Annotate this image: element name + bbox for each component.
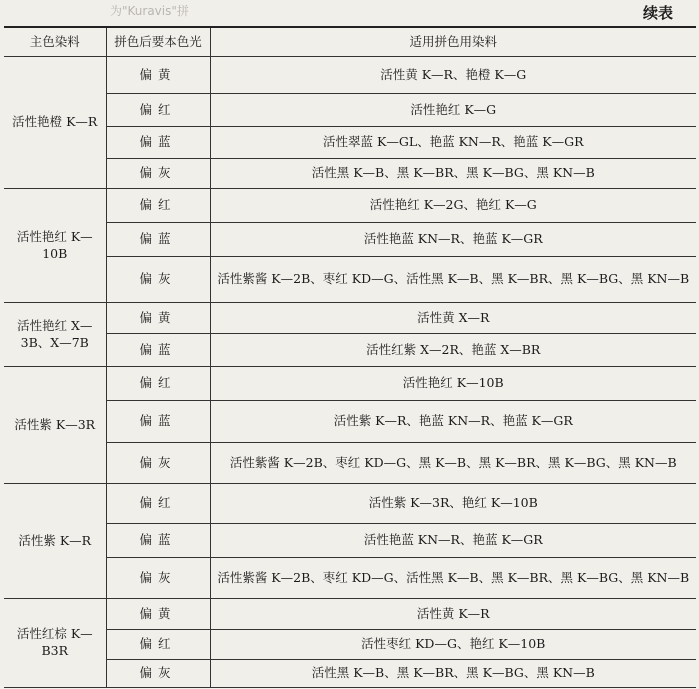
shade-cell: 偏红 <box>106 367 210 401</box>
table-row <box>4 94 696 127</box>
dyes-cell: 活性紫酱 K—2B、枣红 KD—G、黑 K—B、黑 K—BR、黑 K—BG、黑 KN—B <box>210 443 696 484</box>
shade-cell: 偏灰 <box>106 443 210 484</box>
shade-cell: 偏蓝 <box>106 401 210 443</box>
shade-cell: 偏蓝 <box>106 223 210 257</box>
table-row <box>4 257 696 303</box>
table-row <box>4 484 696 524</box>
table-header-row <box>4 27 696 57</box>
dyes-cell: 活性黄 X—R <box>210 303 696 334</box>
dyes-cell: 活性紫酱 K—2B、枣红 KD—G、活性黑 K—B、黑 K—BR、黑 K—BG、黑 KN—B <box>210 558 696 599</box>
dyes-cell: 活性紫 K—3R、艳红 K—10B <box>210 484 696 524</box>
table-row <box>4 524 696 558</box>
dyes-cell: 活性紫 K—R、艳蓝 KN—R、艳蓝 K—GR <box>210 401 696 443</box>
dye-combination-table <box>4 26 696 688</box>
dyes-cell: 活性红紫 X—2R、艳蓝 X—BR <box>210 334 696 367</box>
table-row <box>4 127 696 159</box>
dyes-cell: 活性艳红 K—10B <box>210 367 696 401</box>
table-row <box>4 367 696 401</box>
table-row <box>4 401 696 443</box>
shade-cell: 偏灰 <box>106 558 210 599</box>
table-row <box>4 189 696 223</box>
shade-cell: 偏红 <box>106 484 210 524</box>
dyes-cell: 活性黄 K—R、艳橙 K—G <box>210 57 696 94</box>
header-matching-dyes: 适用拼色用染料 <box>210 27 696 57</box>
table-row <box>4 599 696 630</box>
dyes-cell: 活性枣红 KD—G、艳红 K—10B <box>210 630 696 660</box>
bleed-through-text: 为"Kuravis"拼 <box>110 4 189 18</box>
shade-cell: 偏黄 <box>106 599 210 630</box>
main-dye-cell: 活性艳红 K—10B <box>4 189 106 303</box>
main-dye-cell: 活性紫 K—R <box>4 484 106 599</box>
shade-cell: 偏红 <box>106 94 210 127</box>
dyes-cell: 活性黄 K—R <box>210 599 696 630</box>
shade-cell: 偏黄 <box>106 303 210 334</box>
shade-cell: 偏灰 <box>106 257 210 303</box>
table-row <box>4 57 696 94</box>
shade-cell: 偏红 <box>106 189 210 223</box>
table-row <box>4 660 696 688</box>
main-dye-cell: 活性红棕 K—B3R <box>4 599 106 688</box>
main-dye-cell: 活性紫 K—3R <box>4 367 106 484</box>
shade-cell: 偏红 <box>106 630 210 660</box>
dyes-cell: 活性艳红 K—G <box>210 94 696 127</box>
table-row <box>4 334 696 367</box>
table-row <box>4 159 696 189</box>
continued-label: 续表 <box>642 4 673 22</box>
dyes-cell: 活性黑 K—B、黑 K—BR、黑 K—BG、黑 KN—B <box>210 159 696 189</box>
header-shade: 拼色后要本色光 <box>106 27 210 57</box>
main-dye-cell: 活性艳红 X—3B、X—7B <box>4 303 106 367</box>
shade-cell: 偏蓝 <box>106 334 210 367</box>
table-row <box>4 223 696 257</box>
shade-cell: 偏蓝 <box>106 524 210 558</box>
dyes-cell: 活性艳蓝 KN—R、艳蓝 K—GR <box>210 524 696 558</box>
shade-cell: 偏灰 <box>106 159 210 189</box>
table-row <box>4 443 696 484</box>
shade-cell: 偏灰 <box>106 660 210 688</box>
shade-cell: 偏蓝 <box>106 127 210 159</box>
table-row <box>4 303 696 334</box>
dyes-cell: 活性艳红 K—2G、艳红 K—G <box>210 189 696 223</box>
page-header <box>0 0 699 26</box>
dyes-cell: 活性黑 K—B、黑 K—BR、黑 K—BG、黑 KN—B <box>210 660 696 688</box>
shade-cell: 偏黄 <box>106 57 210 94</box>
dyes-cell: 活性紫酱 K—2B、枣红 KD—G、活性黑 K—B、黑 K—BR、黑 K—BG、黑 KN—B <box>210 257 696 303</box>
dyes-cell: 活性翠蓝 K—GL、艳蓝 KN—R、艳蓝 K—GR <box>210 127 696 159</box>
table-row <box>4 630 696 660</box>
main-dye-cell: 活性艳橙 K—R <box>4 57 106 189</box>
dyes-cell: 活性艳蓝 KN—R、艳蓝 K—GR <box>210 223 696 257</box>
header-main-dye: 主色染料 <box>4 27 106 57</box>
table-row <box>4 558 696 599</box>
